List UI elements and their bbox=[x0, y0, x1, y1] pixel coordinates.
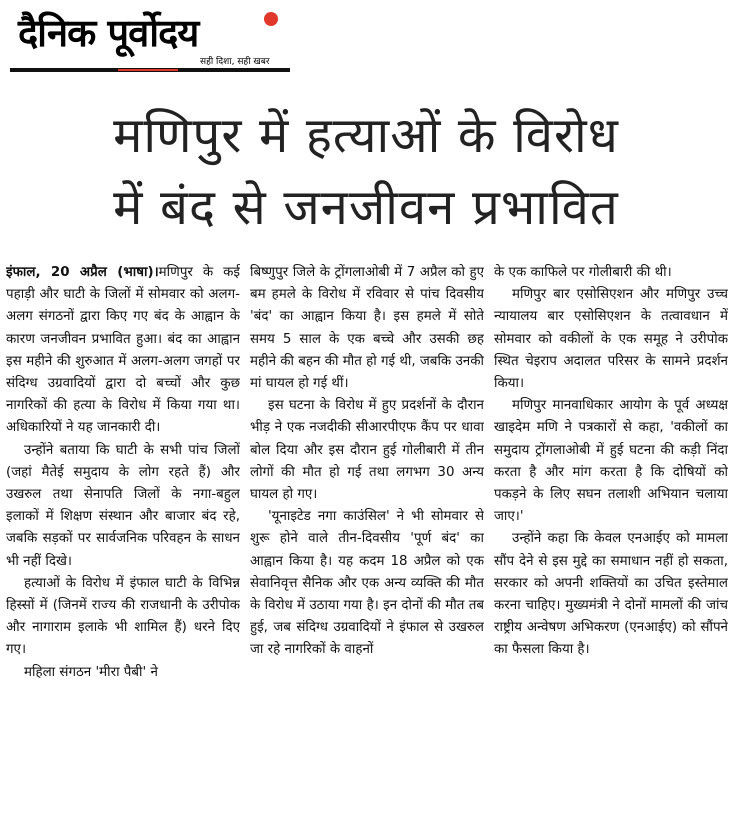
dateline: इंफाल, 20 अप्रैल (भाषा)। bbox=[6, 265, 159, 280]
paragraph: महिला संगठन 'मीरा पैबी' ने bbox=[24, 664, 158, 680]
paragraph: हत्याओं के विरोध में इंफाल घाटी के विभिन्न हिस्सों में (जिनमें राज्य की राजधानी के उरीपोक और नागाराम इलाके भी शामिल हैं) धरने दिए गए। bbox=[6, 575, 240, 658]
paragraph: मणिपुर बार एसोसिएशन और मणिपुर उच्च न्यायालय बार एसोसिएशन के तत्वावधान में सोमवार को वकीलों के एक समूह ने उरीपोक स्थित चेइराप अदालत परिसर के सामने प्रदर्शन किया। bbox=[494, 287, 728, 392]
logo-dot-icon bbox=[264, 12, 278, 26]
paragraph: उन्होंने बताया कि घाटी के सभी पांच जिलों (जहां मैतेई समुदाय के लोग रहते हैं) और उखरुल तथा सेनापति जिलों के नगा-बहुल इलाकों में शिक्षण संस्थान और बाजार बंद रहे, जबकि सड़कों पर सार्वजनिक परिवहन के साधन भी नहीं दिखे। bbox=[6, 442, 240, 569]
paragraph: के एक काफिले पर गोलीबारी की थी। bbox=[494, 265, 672, 280]
paragraph: मणिपुर मानवाधिकार आयोग के पूर्व अध्यक्ष खाइदेम मणि ने पत्रकारों से कहा, 'वकीलों का समुदाय ट्रोंगलाओबी में हुई घटना की कड़ी निंदा करता है और मांग करता है कि दोषियों को पकड़ने के लिए सघन तलाशी अभियान चलाया जाए।' bbox=[494, 398, 728, 525]
article-body bbox=[6, 262, 728, 818]
masthead-rule-accent bbox=[118, 69, 178, 71]
article-column-1 bbox=[6, 262, 240, 818]
masthead bbox=[10, 6, 290, 74]
headline-line-2: में बंद से जनजीवन प्रभावित bbox=[113, 179, 619, 236]
paragraph: इस घटना के विरोध में हुए प्रदर्शनों के दौरान भीड़ ने एक नजदीकी सीआरपीएफ कैंप पर धावा बोल दिया और इस दौरान हुई गोलीबारी में तीन लोगों की मौत हो गई तथा लगभग 30 अन्य घायल हो गए। bbox=[250, 398, 484, 503]
article-column-3 bbox=[494, 262, 728, 818]
headline-line-1: मणिपुर में हत्याओं के विरोध bbox=[113, 107, 619, 164]
newspaper-logo: दैनिक पूर्वोदय bbox=[18, 11, 199, 55]
paragraph: उन्होंने कहा कि केवल एनआईए को मामला सौंप देने से इस मुद्दे का समाधान नहीं हो सकता, सरकार को अपनी शक्तियों का उचित इस्तेमाल करना चाहिए। मुख्यमंत्री ने दोनों मामलों की जांच राष्ट्रीय अन्वेषण अभिकरण (एनआईए) को सौंपने का फैसला किया है। bbox=[494, 531, 728, 658]
tagline: सही दिशा, सही खबर bbox=[200, 57, 270, 67]
headline bbox=[0, 100, 732, 244]
paragraph-text: मणिपुर के कई पहाड़ी और घाटी के जिलों में सोमवार को अलग-अलग संगठनों द्वारा किए गए बंद के आह्वान के कारण जनजीवन प्रभावित हुआ। बंद का आह्वान इस महीने की शुरुआत में अलग-अलग जगहों पर संदिग्ध उग्रवादियों द्वारा दो बच्चों और कुछ नागरिकों की हत्या के विरोध में किया गया था। अधिकारियों ने यह जानकारी दी। bbox=[6, 265, 240, 436]
paragraph: बिष्णुपुर जिले के ट्रोंगलाओबी में 7 अप्रैल को हुए बम हमले के विरोध में रविवार से पांच दिवसीय 'बंद' का आह्वान किया है। इस हमले में सोते समय 5 साल के एक बच्चे और उसकी छह महीने की बहन की मौत हो गई थी, जबकि उनकी मां घायल हो गई थीं। bbox=[250, 265, 484, 392]
paragraph: 'यूनाइटेड नगा काउंसिल' ने भी सोमवार से शुरू होने वाले तीन-दिवसीय 'पूर्ण बंद' का आह्वान किया है। यह कदम 18 अप्रैल को एक सेवानिवृत्त सैनिक और एक अन्य व्यक्ति की मौत के विरोध में उठाया गया है। इन दोनों की मौत तब हुई, जब संदिग्ध उग्रवादियों ने इंफाल से उखरुल जा रहे नागरिकों के वाहनों bbox=[250, 509, 484, 658]
article-column-2 bbox=[250, 262, 484, 818]
paragraph bbox=[6, 262, 240, 440]
